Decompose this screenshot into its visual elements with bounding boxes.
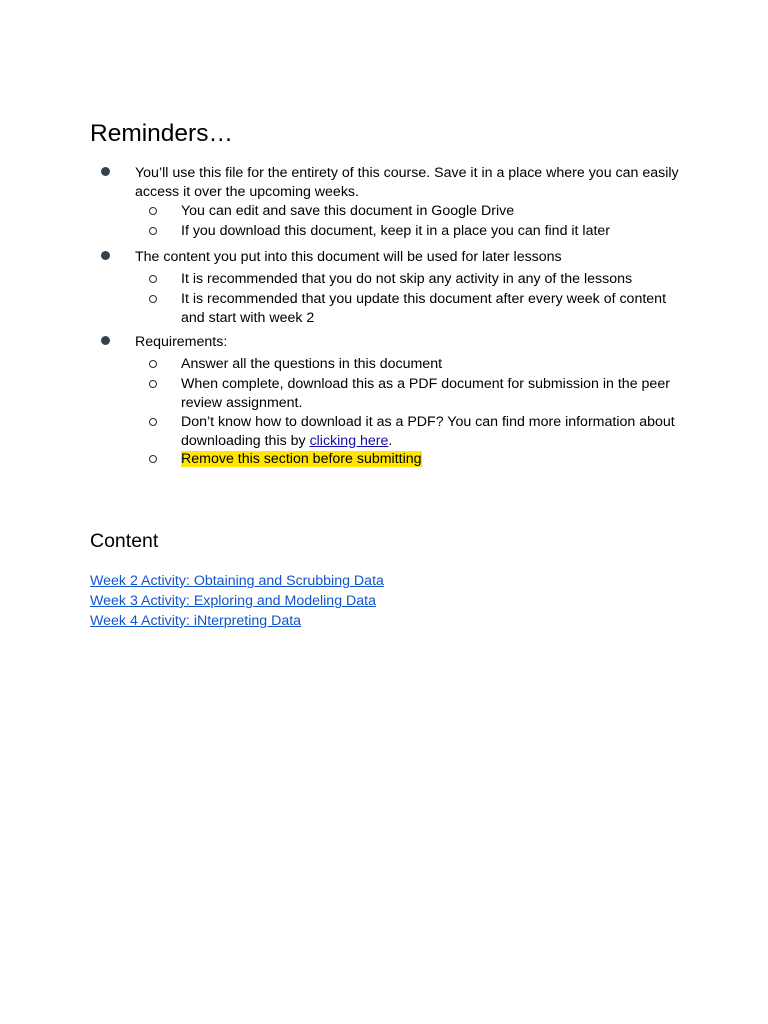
- clicking-here-link[interactable]: clicking here: [309, 432, 389, 449]
- week-2-activity-link[interactable]: Week 2 Activity: Obtaining and Scrubbing Data: [90, 573, 384, 589]
- reminder-subitem: It is recommended that you update this document after every week of content and start with week 2: [181, 291, 667, 326]
- reminder-text: Requirements:: [135, 334, 228, 350]
- sub-bullet-circle-icon: [149, 295, 157, 303]
- highlighted-text: Remove this section before submitting: [181, 451, 422, 467]
- content-heading: Content: [90, 530, 159, 552]
- reminders-heading: Reminders…: [90, 120, 233, 147]
- sub-bullet-circle-icon: [149, 275, 157, 283]
- pdf-help-prefix: Don’t know how to download it as a PDF? You can find more information about downloading this by: [181, 414, 675, 449]
- reminder-subitem: You can edit and save this document in Google Drive: [181, 203, 515, 219]
- reminder-subitem: It is recommended that you do not skip any activity in any of the lessons: [181, 271, 633, 287]
- sub-bullet-circle-icon: [149, 360, 157, 368]
- reminder-subitem: When complete, download this as a PDF document for submission in the peer review assignment.: [181, 376, 670, 411]
- reminder-subitem: If you download this document, keep it in a place you can find it later: [181, 223, 611, 239]
- reminder-text: You’ll use this file for the entirety of this course. Save it in a place where you can easily access it over the upcoming weeks.: [135, 165, 679, 200]
- reminder-text: The content you put into this document will be used for later lessons: [135, 249, 562, 265]
- sub-bullet-circle-icon: [149, 207, 157, 215]
- bullet-dot-icon: [101, 336, 110, 345]
- sub-bullet-circle-icon: [149, 227, 157, 235]
- sub-bullet-circle-icon: [149, 380, 157, 388]
- sub-bullet-circle-icon: [149, 455, 157, 463]
- week-4-activity-link[interactable]: Week 4 Activity: iNterpreting Data: [90, 613, 302, 629]
- sub-bullet-circle-icon: [149, 418, 157, 426]
- week-3-activity-link[interactable]: Week 3 Activity: Exploring and Modeling Data: [90, 593, 377, 609]
- remove-section-note: [181, 450, 681, 469]
- bullet-dot-icon: [101, 251, 110, 260]
- reminder-subitem: Answer all the questions in this document: [181, 356, 443, 372]
- pdf-help-suffix: .: [388, 432, 393, 449]
- pdf-help-text: [181, 413, 681, 450]
- bullet-dot-icon: [101, 167, 110, 176]
